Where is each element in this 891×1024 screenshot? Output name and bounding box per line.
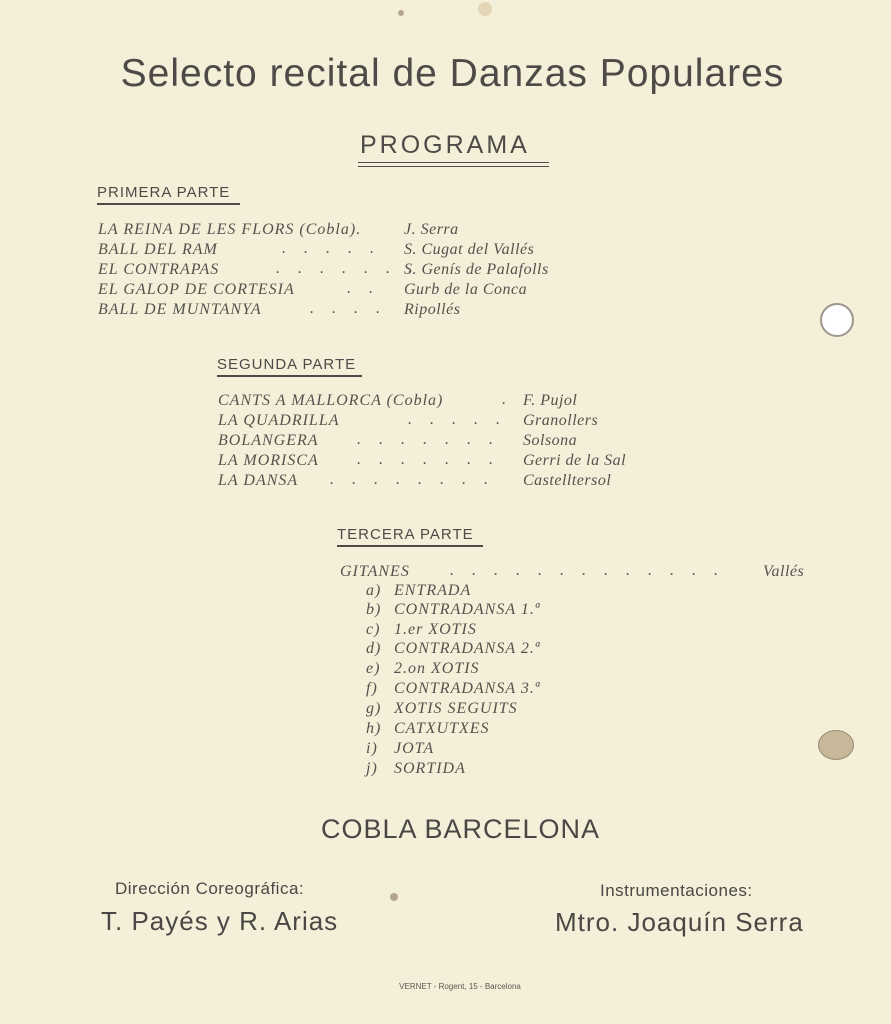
tercera-subitem-g [366,700,518,718]
leader-dots: . . . . . . . [357,451,500,468]
segunda-item-3-dance: BOLANGERA [218,432,319,449]
leader-dots: . . . . . . . . [330,471,495,488]
leader-dots: . . . . . . . . . . . . . [450,562,725,579]
paper-stain [398,10,404,16]
subitem-text: CONTRADANSA 2.ª [394,640,541,657]
tercera-subitem-c [366,621,477,639]
subitem-text: SORTIDA [394,760,466,777]
primera-item-2-dance: BALL DEL RAM [98,241,218,258]
subitem-letter: a) [366,582,382,599]
leader-dots: . . [347,280,380,297]
subitem-text: 2.on XOTIS [394,660,480,677]
tercera-subitem-d [366,640,540,658]
subitem-letter: f) [366,680,378,697]
subitem-text: JOTA [394,740,435,757]
tercera-subitem-j [366,760,466,778]
leader-dots: . . . . . . . [276,260,419,277]
subitem-text: CONTRADANSA 1.ª [394,601,541,618]
leader-dots: . [502,391,513,408]
tercera-parte-heading: TERCERA PARTE [337,526,474,543]
leader-dots: . . . . [310,300,387,317]
subitem-letter: j) [366,760,378,777]
tercera-main-place: Vallés [763,563,805,580]
instrumentation-name: Mtro. Joaquín Serra [555,907,804,937]
primera-item-1-dance: LA REINA DE LES FLORS (Cobla). [98,221,362,238]
leader-dots: . . . . . [282,240,381,257]
orchestra-name: COBLA BARCELONA [320,814,601,844]
subitem-letter: g) [366,700,382,717]
segunda-item-1-place: F. Pujol [523,392,578,409]
subitem-letter: b) [366,601,382,618]
programa-rule-top [358,162,549,163]
leader-dots: . . . . . . . [357,431,500,448]
tercera-subitem-h [366,720,490,738]
segunda-item-2-place: Granollers [523,412,599,429]
programa-heading: PROGRAMA [360,131,530,159]
subitem-text: CONTRADANSA 3.ª [394,680,541,697]
segunda-item-1-dance: CANTS A MALLORCA (Cobla) [218,392,444,409]
tercera-subitem-a [366,582,471,600]
leader-dots: . . . . . [408,411,507,428]
subitem-letter: e) [366,660,381,677]
segunda-parte-heading: SEGUNDA PARTE [217,356,357,373]
subitem-text: 1.er XOTIS [394,621,477,638]
subitem-text: ENTRADA [394,582,472,599]
tercera-subitem-f [366,680,540,698]
segunda-parte-underline [217,375,362,377]
primera-item-4-place: Gurb de la Conca [404,281,528,298]
choreography-label: Dirección Coreográfica: [115,879,305,898]
primera-item-2-place: S. Cugat del Vallés [404,241,535,258]
subitem-text: XOTIS SEGUITS [394,700,518,717]
primera-item-3-place: S. Genís de Palafolls [404,261,549,278]
segunda-item-3-place: Solsona [523,432,578,449]
primera-parte-heading: PRIMERA PARTE [97,184,231,201]
paper-tear-mark [818,730,854,760]
primera-parte-underline [97,203,240,205]
primera-item-5-place: Ripollés [404,301,461,318]
primera-item-1-place: J. Serra [404,221,459,238]
primera-item-4-dance: EL GALOP DE CORTESIA [98,281,295,298]
subitem-letter: i) [366,740,378,757]
printer-imprint: VERNET - Rogent, 15 - Barcelona [399,982,521,991]
segunda-item-2-dance: LA QUADRILLA [218,412,340,429]
tercera-main-dance: GITANES [340,563,410,580]
paper-stain [478,2,492,16]
segunda-item-5-dance: LA DANSA [218,472,299,489]
subitem-letter: h) [366,720,382,737]
programa-rule-bottom [358,166,549,167]
primera-item-5-dance: BALL DE MUNTANYA [98,301,262,318]
subitem-letter: d) [366,640,382,657]
page-title: Selecto recital de Danzas Populares [120,52,785,95]
paper-stain [390,893,398,901]
segunda-item-4-dance: LA MORISCA [218,452,319,469]
choreography-names: T. Payés y R. Arias [101,906,339,936]
segunda-item-5-place: Castelltersol [523,472,612,489]
punch-hole [820,303,854,337]
tercera-subitem-e [366,660,480,678]
segunda-item-4-place: Gerri de la Sal [523,452,627,469]
tercera-subitem-b [366,601,540,619]
tercera-parte-underline [337,545,483,547]
instrumentation-label: Instrumentaciones: [600,881,753,900]
tercera-subitem-i [366,740,434,758]
primera-item-3-dance: EL CONTRAPAS [98,261,220,278]
subitem-text: CATXUTXES [394,720,490,737]
subitem-letter: c) [366,621,381,638]
